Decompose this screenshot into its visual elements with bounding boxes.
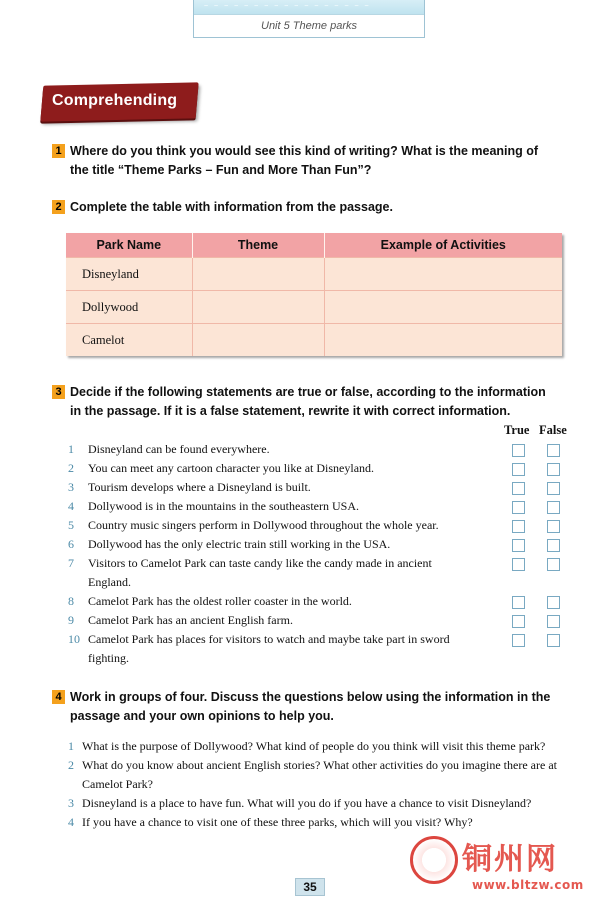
false-checkbox[interactable] <box>547 520 560 533</box>
list-item <box>68 535 588 554</box>
watermark <box>408 832 608 900</box>
statement-text: Tourism develops where a Disneyland is built. <box>88 480 311 494</box>
false-checkbox[interactable] <box>547 539 560 552</box>
question-1 <box>52 142 538 180</box>
statement-text: Country music singers perform in Dollywood throughout the whole year. <box>88 518 439 532</box>
false-checkbox[interactable] <box>547 558 560 571</box>
true-checkbox[interactable] <box>512 501 525 514</box>
page-number: 35 <box>295 878 325 896</box>
true-checkbox[interactable] <box>512 520 525 533</box>
statement-number: 8 <box>68 594 74 608</box>
list-item <box>68 794 578 813</box>
false-checkbox[interactable] <box>547 482 560 495</box>
table-cell-theme[interactable] <box>192 258 324 291</box>
question-number-badge: 4 <box>52 690 65 704</box>
watermark-url: www.bltzw.com <box>472 878 584 892</box>
list-item <box>68 630 588 668</box>
question-number-badge: 2 <box>52 200 65 214</box>
table-cell-park: Disneyland <box>66 258 192 291</box>
table-header: Theme <box>192 233 324 258</box>
list-item <box>68 737 578 756</box>
list-item <box>68 440 588 459</box>
list-item <box>68 478 588 497</box>
question-text: Where do you think you would see this kind of writing? What is the meaning of <box>70 144 539 158</box>
statement-number: 7 <box>68 556 74 570</box>
true-checkbox[interactable] <box>512 558 525 571</box>
statement-text: Visitors to Camelot Park can taste candy like the candy made in ancient England. <box>88 556 432 589</box>
unit-label: Unit 5 Theme parks <box>261 20 357 32</box>
question-text: Decide if the following statements are true or false, according to the information <box>70 385 546 399</box>
false-checkbox[interactable] <box>547 596 560 609</box>
statement-text: Dollywood has the only electric train still working in the USA. <box>88 537 391 551</box>
question-text: Work in groups of four. Discuss the questions below using the information in the <box>70 690 551 704</box>
table-cell-activities[interactable] <box>324 324 562 357</box>
table-header-row <box>66 233 562 258</box>
statement-text: Camelot Park has the oldest roller coaster in the world. <box>88 594 352 608</box>
question-text: Complete the table with information from the passage. <box>70 200 393 214</box>
true-checkbox[interactable] <box>512 539 525 552</box>
list-item <box>68 756 578 794</box>
question-text-continued: passage and your own opinions to help you. <box>70 709 334 723</box>
discussion-text: What do you know about ancient English stories? What other activities do you imagine there are at Camelot Park? <box>82 758 557 791</box>
table-cell-theme[interactable] <box>192 324 324 357</box>
list-item <box>68 459 588 478</box>
statement-number: 3 <box>68 480 74 494</box>
question-4 <box>52 688 550 726</box>
list-item <box>68 813 578 832</box>
table-cell-activities[interactable] <box>324 291 562 324</box>
false-checkbox[interactable] <box>547 634 560 647</box>
statement-list <box>68 440 588 668</box>
list-item <box>68 516 588 535</box>
watermark-brand: 铜州网 <box>462 842 558 877</box>
statement-number: 9 <box>68 613 74 627</box>
question-text-continued: the title “Theme Parks – Fun and More Than Fun”? <box>70 163 372 177</box>
statement-number: 10 <box>68 632 80 646</box>
statement-number: 2 <box>68 461 74 475</box>
statement-text: You can meet any cartoon character you like at Disneyland. <box>88 461 375 475</box>
unit-header-tab <box>193 0 425 38</box>
header-sky-strip: ~ ~ ~ ~ ~ ~ ~ ~ ~ ~ ~ ~ ~ ~ ~ ~ ~ <box>194 0 424 15</box>
table-cell-park: Camelot <box>66 324 192 357</box>
discussion-number: 1 <box>68 739 74 753</box>
question-number-badge: 1 <box>52 144 65 158</box>
true-checkbox[interactable] <box>512 444 525 457</box>
true-column-label: True <box>504 423 530 437</box>
true-checkbox[interactable] <box>512 634 525 647</box>
true-checkbox[interactable] <box>512 463 525 476</box>
table-row <box>66 291 562 324</box>
question-2 <box>52 198 393 217</box>
true-checkbox[interactable] <box>512 615 525 628</box>
discussion-text: What is the purpose of Dollywood? What kind of people do you think will visit this theme park? <box>82 739 546 753</box>
question-number-badge: 3 <box>52 385 65 399</box>
statement-text: Camelot Park has an ancient English farm. <box>88 613 293 627</box>
table-cell-activities[interactable] <box>324 258 562 291</box>
table-row <box>66 258 562 291</box>
statement-text: Dollywood is in the mountains in the southeastern USA. <box>88 499 359 513</box>
list-item <box>68 554 588 592</box>
discussion-number: 3 <box>68 796 74 810</box>
list-item <box>68 497 588 516</box>
section-banner <box>42 84 197 122</box>
false-checkbox[interactable] <box>547 501 560 514</box>
statement-number: 1 <box>68 442 74 456</box>
table-cell-theme[interactable] <box>192 291 324 324</box>
false-checkbox[interactable] <box>547 463 560 476</box>
statement-text: Disneyland can be found everywhere. <box>88 442 270 456</box>
table-row <box>66 324 562 357</box>
false-checkbox[interactable] <box>547 615 560 628</box>
true-checkbox[interactable] <box>512 596 525 609</box>
table-header: Park Name <box>66 233 192 258</box>
false-column-label: False <box>539 423 567 437</box>
table-cell-park: Dollywood <box>66 291 192 324</box>
discussion-text: If you have a chance to visit one of these three parks, which will you visit? Why? <box>82 815 473 829</box>
table-header: Example of Activities <box>324 233 562 258</box>
true-checkbox[interactable] <box>512 482 525 495</box>
park-table <box>66 233 562 356</box>
list-item <box>68 611 588 630</box>
discussion-number: 4 <box>68 815 74 829</box>
statement-number: 5 <box>68 518 74 532</box>
discussion-number: 2 <box>68 758 74 772</box>
statement-number: 6 <box>68 537 74 551</box>
statement-text: Camelot Park has places for visitors to watch and maybe take part in sword fighting. <box>88 632 450 665</box>
list-item <box>68 592 588 611</box>
question-text-continued: in the passage. If it is a false statement, rewrite it with correct information. <box>70 404 511 418</box>
watermark-seal-icon <box>410 836 458 884</box>
false-checkbox[interactable] <box>547 444 560 457</box>
section-title: Comprehending <box>52 92 178 109</box>
discussion-text: Disneyland is a place to have fun. What will you do if you have a chance to visit Disneyland? <box>82 796 532 810</box>
statement-number: 4 <box>68 499 74 513</box>
discussion-list <box>68 737 578 832</box>
question-3 <box>52 383 546 421</box>
